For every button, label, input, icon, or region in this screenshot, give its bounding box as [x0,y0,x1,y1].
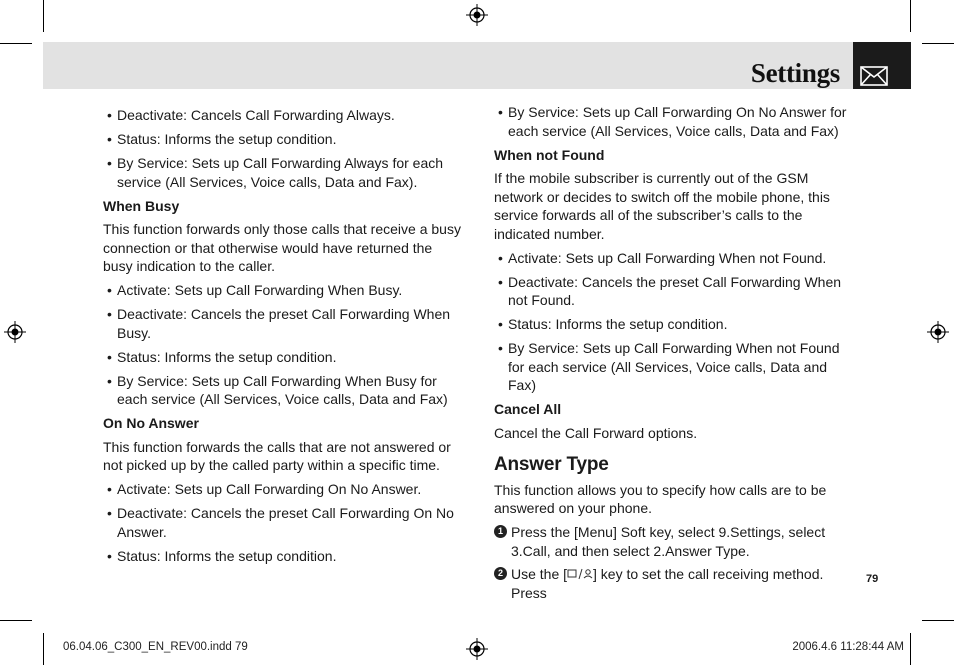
page-number: 79 [866,573,879,585]
paragraph: If the mobile subscriber is currently out of the GSM network or decides to switch off the mobile phone, this service forwards all of the subscriber’s calls to the indicated number. [494,170,830,242]
crop-mark [922,620,954,621]
right-column [494,103,854,607]
paragraph: This function allows you to specify how calls are to be answered on your phone. [494,481,827,516]
crop-mark [43,0,44,32]
header-band [43,42,853,89]
section-tab [853,42,911,89]
list-item: • By Service: Sets up Call Forwarding Always for each service (All Services, Voice calls, Data and Fax). [104,154,463,191]
step-text: Use the [ [511,566,568,582]
registration-mark-icon [4,321,26,343]
slug-left: 06.04.06_C300_EN_REV00.indd 79 [63,641,248,653]
step-item [494,523,854,560]
list-item: • By Service: Sets up Call Forwarding When not Found for each service (All Services, Voice calls, Data and Fax) [495,339,854,395]
section-title: Answer Type [494,454,609,475]
list-item: • By Service: Sets up Call Forwarding On No Answer for each service (All Services, Voice calls, Data and Fax) [495,103,854,140]
page-title: Settings [750,58,840,88]
step-number-badge: 1 [494,525,507,538]
step-text: Press the [Menu] Soft key, select 9.Settings, select 3.Call, and then select 2.Answer Type. [511,524,826,559]
registration-mark-icon [466,638,488,660]
list-item: • Deactivate: Cancels the preset Call Forwarding On No Answer. [104,504,463,541]
crop-mark [910,0,911,32]
list-item: • Activate: Sets up Call Forwarding When Busy. [104,281,463,300]
step-number-badge: 2 [494,567,507,580]
paragraph: This function forwards only those calls that receive a busy connection or that otherwise would have returned the busy indication to the caller. [103,221,461,274]
list-item: • Status: Informs the setup condition. [104,547,463,566]
list-item: • Deactivate: Cancels Call Forwarding Always. [104,106,463,125]
envelope-icon [860,66,888,86]
step-item [494,565,854,602]
section-heading: Cancel All [494,401,562,417]
crop-mark [910,633,911,665]
paragraph: This function forwards the calls that are not answered or not picked up by the called party within a specific time. [103,438,451,473]
list-item: • Activate: Sets up Call Forwarding When not Found. [495,249,854,268]
crop-mark [0,620,32,621]
left-column [103,106,463,571]
crop-mark [0,43,32,44]
crop-mark [43,633,44,665]
registration-mark-icon [466,4,488,26]
section-heading: When Busy [103,197,180,214]
list-item: • Deactivate: Cancels the preset Call Forwarding When Busy. [104,305,463,342]
slug-right: 2006.4.6 11:28:44 AM [792,641,904,653]
step-text: ] key to set the call receiving method. Press [511,566,824,601]
registration-mark-icon [927,321,949,343]
list-item: • Activate: Sets up Call Forwarding On No Answer. [104,480,463,499]
section-heading: On No Answer [103,415,199,431]
list-item: • Status: Informs the setup condition. [104,348,463,367]
navigation-key-icon [567,568,593,580]
paragraph: Cancel the Call Forward options. [494,424,698,441]
list-item: • Status: Informs the setup condition. [495,315,854,334]
section-heading: When not Found [494,146,605,163]
list-item: • By Service: Sets up Call Forwarding When Busy for each service (All Services, Voice calls, Data and Fax) [104,372,463,409]
list-item: • Status: Informs the setup condition. [104,130,463,149]
list-item: • Deactivate: Cancels the preset Call Forwarding When not Found. [495,273,854,310]
crop-mark [922,43,954,44]
